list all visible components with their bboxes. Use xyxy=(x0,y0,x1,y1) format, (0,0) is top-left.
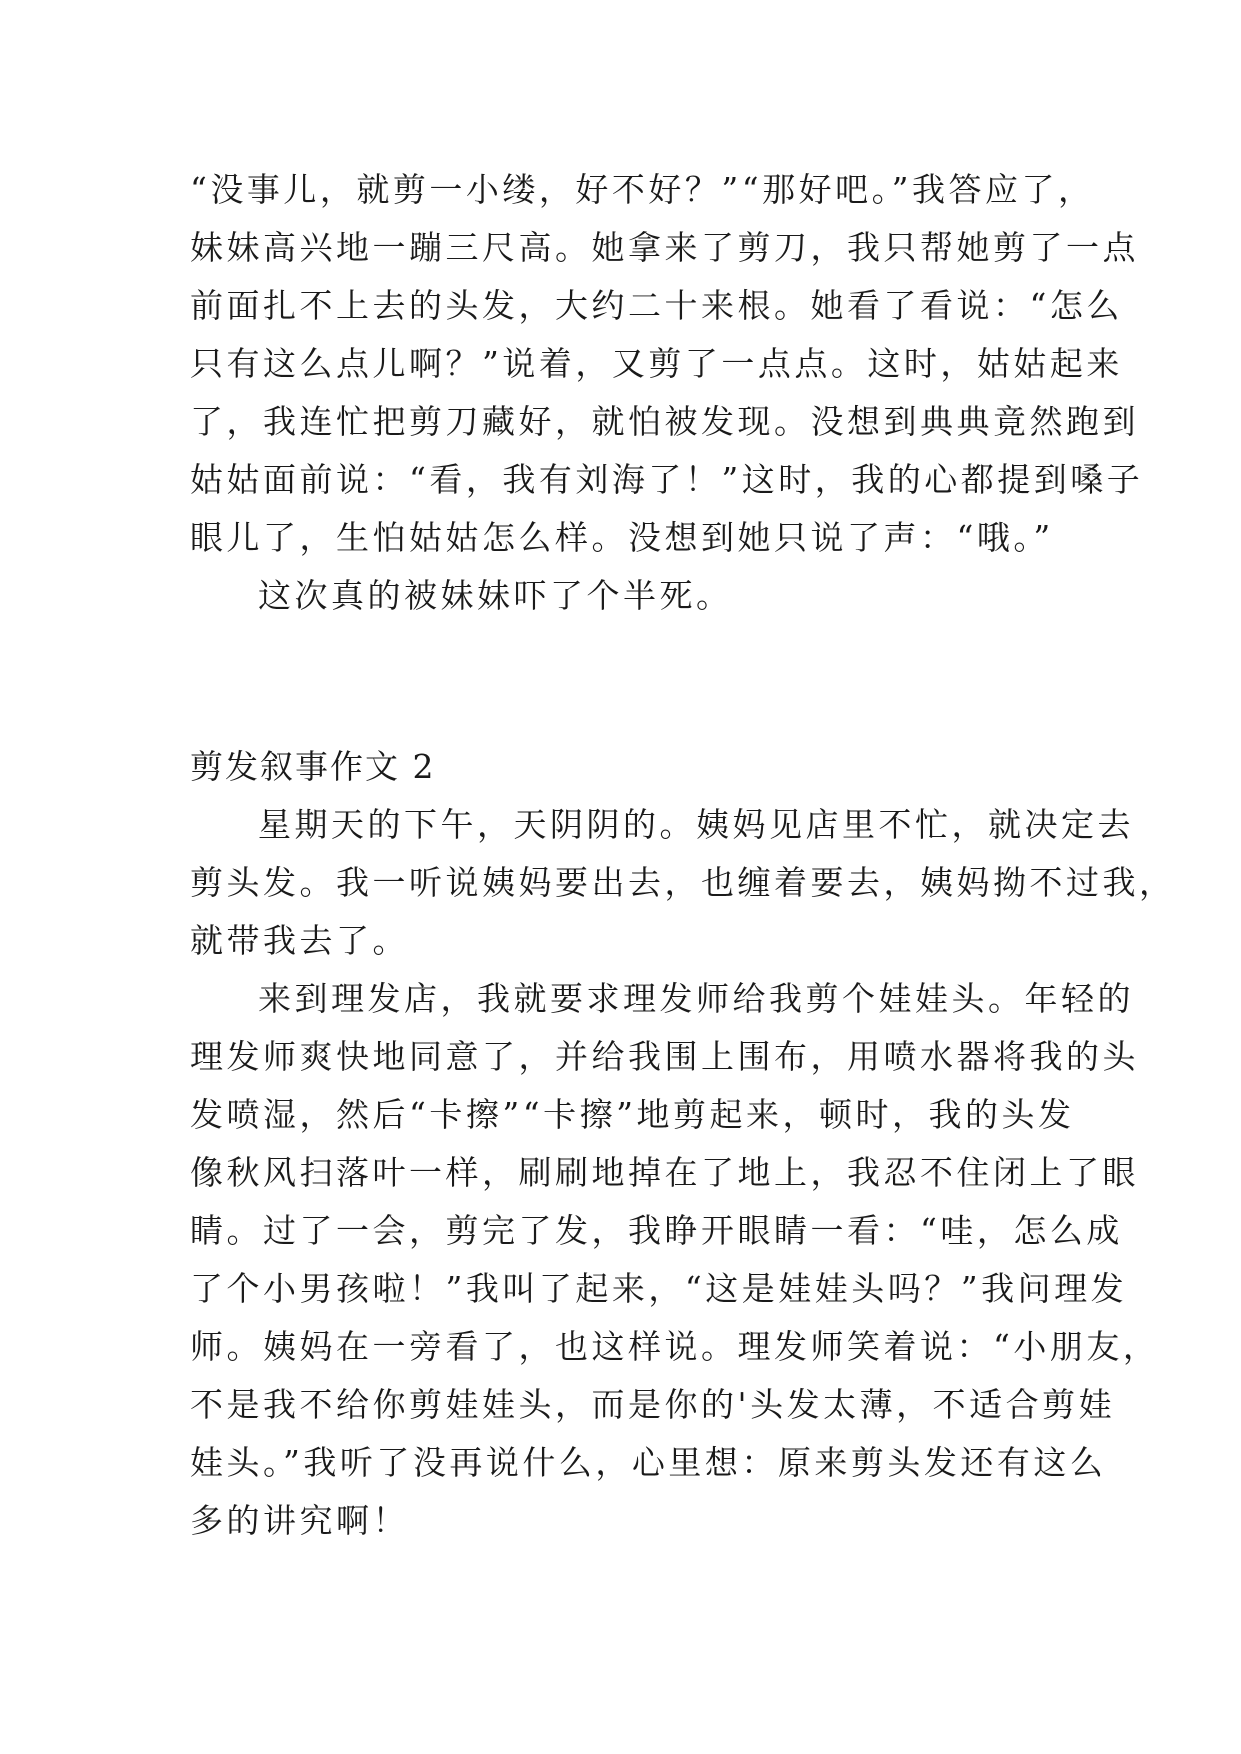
paragraph-line: 就带我去了。 xyxy=(190,921,409,960)
paragraph-line: 发喷湿，然后“卡擦”“卡擦”地剪起来，顿时，我的头发 xyxy=(190,1095,1075,1134)
paragraph-line: 像秋风扫落叶一样，刷刷地掉在了地上，我忍不住闭上了眼 xyxy=(190,1153,1139,1192)
paragraph-line: 娃头。”我听了没再说什么，心里想：原来剪头发还有这么 xyxy=(190,1443,1107,1482)
paragraph-line: 来到理发店，我就要求理发师给我剪个娃娃头。年轻的 xyxy=(258,979,1134,1018)
paragraph-line: 姑姑面前说：“看，我有刘海了！”这时，我的心都提到嗓子 xyxy=(190,460,1144,499)
paragraph-line: “没事儿，就剪一小缕，好不好？”“那好吧。”我答应了， xyxy=(190,170,1095,209)
paragraph-line: 前面扎不上去的头发，大约二十来根。她看了看说：“怎么 xyxy=(190,286,1123,325)
paragraph-line: 妹妹高兴地一蹦三尺高。她拿来了剪刀，我只帮她剪了一点 xyxy=(190,228,1139,267)
paragraph-line: 不是我不给你剪娃娃头，而是你的'头发太薄，不适合剪娃 xyxy=(190,1385,1116,1424)
paragraph-line: 星期天的下午，天阴阴的。姨妈见店里不忙，就决定去 xyxy=(258,805,1134,844)
paragraph-line: 师。姨妈在一旁看了，也这样说。理发师笑着说：“小朋友， xyxy=(190,1327,1160,1366)
paragraph-line: 只有这么点儿啊？”说着，又剪了一点点。这时，姑姑起来 xyxy=(190,344,1123,383)
section-title: 剪发叙事作文 2 xyxy=(190,747,436,786)
paragraph-line: 了，我连忙把剪刀藏好，就怕被发现。没想到典典竟然跑到 xyxy=(190,402,1139,441)
paragraph-line: 睛。过了一会，剪完了发，我睁开眼睛一看：“哇，怎么成 xyxy=(190,1211,1123,1250)
paragraph-line: 剪头发。我一听说姨妈要出去，也缠着要去，姨妈拗不过我， xyxy=(190,863,1176,902)
paragraph-line: 了个小男孩啦！”我叫了起来，“这是娃娃头吗？”我问理发 xyxy=(190,1269,1128,1308)
paragraph-line: 这次真的被妹妹吓了个半死。 xyxy=(258,576,733,615)
paragraph-line: 眼儿了，生怕姑姑怎么样。没想到她只说了声：“哦。” xyxy=(190,518,1054,557)
paragraph-line: 理发师爽快地同意了，并给我围上围布，用喷水器将我的头 xyxy=(190,1037,1139,1076)
paragraph-line: 多的讲究啊！ xyxy=(190,1501,409,1540)
